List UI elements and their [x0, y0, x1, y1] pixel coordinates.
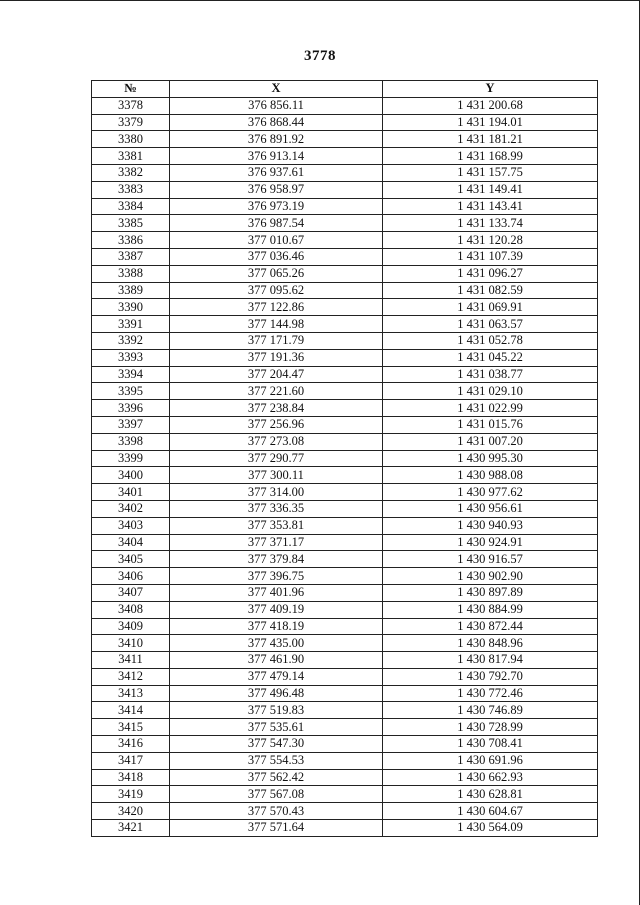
point-number-cell: 3394 — [92, 366, 170, 383]
y-coordinate-cell: 1 430 792.70 — [383, 668, 598, 685]
y-coordinate-cell: 1 431 082.59 — [383, 282, 598, 299]
table-row — [92, 652, 598, 669]
x-coordinate-cell: 377 204.47 — [170, 366, 383, 383]
table-row — [92, 820, 598, 837]
x-coordinate-cell: 377 379.84 — [170, 551, 383, 568]
x-coordinate-cell: 377 171.79 — [170, 332, 383, 349]
point-number-cell: 3392 — [92, 332, 170, 349]
x-coordinate-cell: 376 913.14 — [170, 148, 383, 165]
table-row — [92, 97, 598, 114]
x-coordinate-cell: 377 256.96 — [170, 416, 383, 433]
x-coordinate-cell: 377 036.46 — [170, 248, 383, 265]
y-coordinate-cell: 1 431 120.28 — [383, 232, 598, 249]
table-row — [92, 568, 598, 585]
point-number-cell: 3391 — [92, 316, 170, 333]
point-number-cell: 3400 — [92, 467, 170, 484]
x-coordinate-cell: 377 547.30 — [170, 736, 383, 753]
point-number-cell: 3412 — [92, 668, 170, 685]
point-number-cell: 3383 — [92, 181, 170, 198]
x-coordinate-cell: 377 461.90 — [170, 652, 383, 669]
y-coordinate-cell: 1 430 848.96 — [383, 635, 598, 652]
point-number-cell: 3397 — [92, 416, 170, 433]
x-coordinate-cell: 377 435.00 — [170, 635, 383, 652]
x-coordinate-cell: 377 409.19 — [170, 601, 383, 618]
x-coordinate-cell: 377 300.11 — [170, 467, 383, 484]
table-row — [92, 198, 598, 215]
x-coordinate-cell: 377 122.86 — [170, 299, 383, 316]
y-coordinate-cell: 1 430 708.41 — [383, 736, 598, 753]
y-coordinate-cell: 1 431 022.99 — [383, 400, 598, 417]
x-coordinate-cell: 376 937.61 — [170, 164, 383, 181]
x-coordinate-cell: 377 191.36 — [170, 349, 383, 366]
point-number-cell: 3379 — [92, 114, 170, 131]
table-row — [92, 484, 598, 501]
y-coordinate-cell: 1 430 884.99 — [383, 601, 598, 618]
x-coordinate-cell: 376 856.11 — [170, 97, 383, 114]
point-number-cell: 3421 — [92, 820, 170, 837]
table-row — [92, 668, 598, 685]
table-row — [92, 164, 598, 181]
point-number-cell: 3405 — [92, 551, 170, 568]
coordinates-table — [91, 80, 598, 837]
point-number-cell: 3410 — [92, 635, 170, 652]
table-row — [92, 232, 598, 249]
y-coordinate-cell: 1 431 007.20 — [383, 433, 598, 450]
x-coordinate-cell: 377 519.83 — [170, 702, 383, 719]
x-coordinate-cell: 377 479.14 — [170, 668, 383, 685]
point-number-cell: 3380 — [92, 131, 170, 148]
point-number-cell: 3414 — [92, 702, 170, 719]
table-row — [92, 299, 598, 316]
point-number-cell: 3390 — [92, 299, 170, 316]
x-coordinate-cell: 376 973.19 — [170, 198, 383, 215]
point-number-cell: 3378 — [92, 97, 170, 114]
table-row — [92, 131, 598, 148]
x-coordinate-cell: 376 868.44 — [170, 114, 383, 131]
table-row — [92, 618, 598, 635]
table-row — [92, 433, 598, 450]
point-number-cell: 3404 — [92, 534, 170, 551]
x-coordinate-cell: 377 336.35 — [170, 500, 383, 517]
y-coordinate-cell: 1 430 662.93 — [383, 769, 598, 786]
point-number-cell: 3381 — [92, 148, 170, 165]
point-number-cell: 3411 — [92, 652, 170, 669]
point-number-cell: 3398 — [92, 433, 170, 450]
y-coordinate-cell: 1 431 133.74 — [383, 215, 598, 232]
x-coordinate-cell: 377 571.64 — [170, 820, 383, 837]
y-coordinate-cell: 1 431 029.10 — [383, 383, 598, 400]
x-coordinate-cell: 377 065.26 — [170, 265, 383, 282]
y-coordinate-cell: 1 431 038.77 — [383, 366, 598, 383]
table-row — [92, 248, 598, 265]
point-number-cell: 3384 — [92, 198, 170, 215]
point-number-cell: 3403 — [92, 517, 170, 534]
table-row — [92, 467, 598, 484]
point-number-cell: 3387 — [92, 248, 170, 265]
table-body — [92, 97, 598, 836]
y-coordinate-cell: 1 431 069.91 — [383, 299, 598, 316]
x-coordinate-cell: 377 010.67 — [170, 232, 383, 249]
point-number-cell: 3418 — [92, 769, 170, 786]
y-coordinate-cell: 1 431 200.68 — [383, 97, 598, 114]
point-number-cell: 3386 — [92, 232, 170, 249]
y-coordinate-cell: 1 431 052.78 — [383, 332, 598, 349]
point-number-cell: 3406 — [92, 568, 170, 585]
table-row — [92, 769, 598, 786]
y-coordinate-cell: 1 430 902.90 — [383, 568, 598, 585]
table-row — [92, 265, 598, 282]
y-coordinate-cell: 1 430 995.30 — [383, 450, 598, 467]
point-number-cell: 3407 — [92, 584, 170, 601]
y-coordinate-cell: 1 430 628.81 — [383, 786, 598, 803]
y-coordinate-cell: 1 431 149.41 — [383, 181, 598, 198]
y-coordinate-cell: 1 430 916.57 — [383, 551, 598, 568]
point-number-cell: 3402 — [92, 500, 170, 517]
y-coordinate-cell: 1 430 728.99 — [383, 719, 598, 736]
y-coordinate-cell: 1 430 977.62 — [383, 484, 598, 501]
table-row — [92, 601, 598, 618]
table-row — [92, 400, 598, 417]
x-coordinate-cell: 377 371.17 — [170, 534, 383, 551]
x-coordinate-cell: 377 314.00 — [170, 484, 383, 501]
y-coordinate-cell: 1 430 872.44 — [383, 618, 598, 635]
y-coordinate-cell: 1 431 045.22 — [383, 349, 598, 366]
table-row — [92, 702, 598, 719]
column-header-y: Y — [383, 81, 598, 98]
table-row — [92, 736, 598, 753]
page-number: 3778 — [304, 48, 336, 64]
x-coordinate-cell: 377 567.08 — [170, 786, 383, 803]
x-coordinate-cell: 377 535.61 — [170, 719, 383, 736]
point-number-cell: 3388 — [92, 265, 170, 282]
table-row — [92, 685, 598, 702]
table-row — [92, 416, 598, 433]
x-coordinate-cell: 376 987.54 — [170, 215, 383, 232]
y-coordinate-cell: 1 430 772.46 — [383, 685, 598, 702]
table-row — [92, 500, 598, 517]
y-coordinate-cell: 1 431 168.99 — [383, 148, 598, 165]
table-row — [92, 517, 598, 534]
y-coordinate-cell: 1 431 015.76 — [383, 416, 598, 433]
y-coordinate-cell: 1 431 107.39 — [383, 248, 598, 265]
table-row — [92, 114, 598, 131]
table-row — [92, 148, 598, 165]
y-coordinate-cell: 1 431 143.41 — [383, 198, 598, 215]
x-coordinate-cell: 377 396.75 — [170, 568, 383, 585]
y-coordinate-cell: 1 430 746.89 — [383, 702, 598, 719]
y-coordinate-cell: 1 430 604.67 — [383, 803, 598, 820]
y-coordinate-cell: 1 430 988.08 — [383, 467, 598, 484]
y-coordinate-cell: 1 430 956.61 — [383, 500, 598, 517]
x-coordinate-cell: 377 562.42 — [170, 769, 383, 786]
y-coordinate-cell: 1 430 924.91 — [383, 534, 598, 551]
table-row — [92, 316, 598, 333]
point-number-cell: 3409 — [92, 618, 170, 635]
table-row — [92, 752, 598, 769]
point-number-cell: 3419 — [92, 786, 170, 803]
y-coordinate-cell: 1 431 063.57 — [383, 316, 598, 333]
x-coordinate-cell: 377 554.53 — [170, 752, 383, 769]
x-coordinate-cell: 376 958.97 — [170, 181, 383, 198]
point-number-cell: 3382 — [92, 164, 170, 181]
table-row — [92, 803, 598, 820]
y-coordinate-cell: 1 431 096.27 — [383, 265, 598, 282]
x-coordinate-cell: 377 144.98 — [170, 316, 383, 333]
x-coordinate-cell: 377 418.19 — [170, 618, 383, 635]
y-coordinate-cell: 1 431 157.75 — [383, 164, 598, 181]
table-row — [92, 719, 598, 736]
table-row — [92, 215, 598, 232]
page-border-top — [0, 0, 640, 1]
y-coordinate-cell: 1 430 817.94 — [383, 652, 598, 669]
table-row — [92, 584, 598, 601]
x-coordinate-cell: 377 570.43 — [170, 803, 383, 820]
table-row — [92, 551, 598, 568]
x-coordinate-cell: 377 238.84 — [170, 400, 383, 417]
y-coordinate-cell: 1 430 564.09 — [383, 820, 598, 837]
y-coordinate-cell: 1 430 691.96 — [383, 752, 598, 769]
point-number-cell: 3408 — [92, 601, 170, 618]
table-row — [92, 282, 598, 299]
x-coordinate-cell: 377 095.62 — [170, 282, 383, 299]
y-coordinate-cell: 1 431 181.21 — [383, 131, 598, 148]
y-coordinate-cell: 1 431 194.01 — [383, 114, 598, 131]
table-row — [92, 635, 598, 652]
point-number-cell: 3393 — [92, 349, 170, 366]
table-header-row — [92, 81, 598, 98]
x-coordinate-cell: 377 273.08 — [170, 433, 383, 450]
column-header-number: № — [92, 81, 170, 98]
x-coordinate-cell: 377 290.77 — [170, 450, 383, 467]
table-row — [92, 534, 598, 551]
table-row — [92, 383, 598, 400]
x-coordinate-cell: 377 221.60 — [170, 383, 383, 400]
x-coordinate-cell: 377 401.96 — [170, 584, 383, 601]
point-number-cell: 3415 — [92, 719, 170, 736]
table-row — [92, 181, 598, 198]
table-row — [92, 349, 598, 366]
point-number-cell: 3395 — [92, 383, 170, 400]
table-row — [92, 786, 598, 803]
point-number-cell: 3413 — [92, 685, 170, 702]
y-coordinate-cell: 1 430 897.89 — [383, 584, 598, 601]
point-number-cell: 3420 — [92, 803, 170, 820]
x-coordinate-cell: 377 496.48 — [170, 685, 383, 702]
table-row — [92, 366, 598, 383]
table-row — [92, 332, 598, 349]
y-coordinate-cell: 1 430 940.93 — [383, 517, 598, 534]
table-row — [92, 450, 598, 467]
point-number-cell: 3416 — [92, 736, 170, 753]
point-number-cell: 3401 — [92, 484, 170, 501]
point-number-cell: 3399 — [92, 450, 170, 467]
x-coordinate-cell: 376 891.92 — [170, 131, 383, 148]
x-coordinate-cell: 377 353.81 — [170, 517, 383, 534]
column-header-x: X — [170, 81, 383, 98]
point-number-cell: 3385 — [92, 215, 170, 232]
point-number-cell: 3396 — [92, 400, 170, 417]
point-number-cell: 3417 — [92, 752, 170, 769]
point-number-cell: 3389 — [92, 282, 170, 299]
